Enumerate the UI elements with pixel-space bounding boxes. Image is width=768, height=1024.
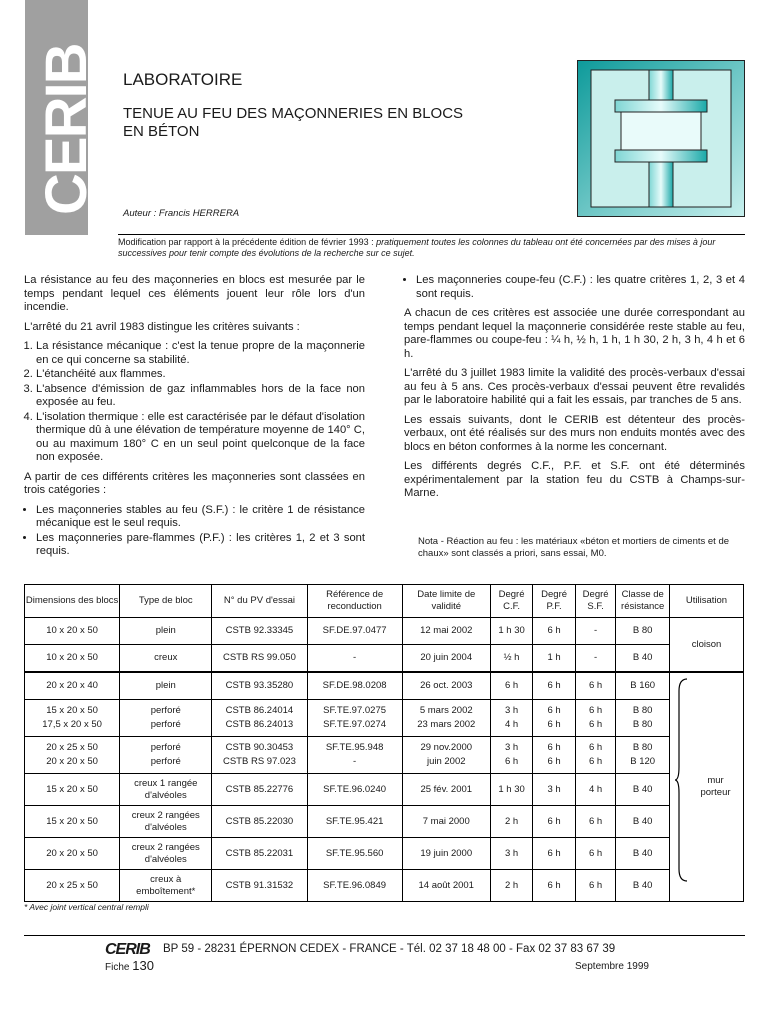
publication-date: Septembre 1999 (575, 961, 649, 972)
table-cell: 20 x 25 x 50 (25, 870, 120, 902)
table-cell: B 160 (616, 672, 670, 700)
table-cell: 20 juin 2004 (402, 645, 490, 673)
table-cell: 3 h (490, 737, 533, 756)
table-cell: 10 x 20 x 50 (25, 645, 120, 673)
table-cell: SF.TE.95.560 (307, 838, 402, 870)
table-cell: 12 mai 2002 (402, 618, 490, 645)
duration-paragraph: A chacun de ces critères est associée une durée correspondant au temps pendant lequel la maçonnerie considérée reste stable au feu, pare-flammes ou coupe-feu : ¼ h, ½ h, 1 h, 1 h 30, 2 h, 3 h, 4 h et 6 h. (404, 307, 745, 360)
col-header: Date limite de validité (402, 585, 490, 618)
fiche-number (105, 958, 154, 973)
table-cell: 3 h (490, 838, 533, 870)
table-cell: 2 h (490, 806, 533, 838)
table-cell: B 40 (616, 838, 670, 870)
col-header: Degré S.F. (575, 585, 616, 618)
table-cell: 29 nov.2000 (402, 737, 490, 756)
results-table (24, 584, 744, 902)
table-cell: 15 x 20 x 50 (25, 806, 120, 838)
classification-paragraph: A partir de ces différents critères les maçonneries sont classées en trois catégories : (24, 470, 365, 496)
table-row (25, 774, 744, 806)
table-footnote: * Avec joint vertical central rempli (24, 902, 149, 912)
table-cell: SF.DE.97.0477 (307, 618, 402, 645)
table-cell: CSTB 92.33345 (212, 618, 307, 645)
table-cell: 1 h 30 (490, 774, 533, 806)
category-item: • Les maçonneries coupe-feu (C.F.) : les quatre critères 1, 2, 3 et 4 sont requis. (416, 274, 745, 301)
category-item: • Les maçonneries stables au feu (S.F.) : le critère 1 de résistance mécanique est le seul requis. (36, 504, 365, 531)
table-cell: 14 août 2001 (402, 870, 490, 902)
usage-cloison: cloison (670, 618, 744, 673)
decree-paragraph: L'arrêté du 21 avril 1983 distingue les critères suivants : (24, 320, 300, 333)
table-cell: 3 h (533, 774, 576, 806)
table-cell: 15 x 20 x 50 (25, 774, 120, 806)
table-cell: 6 h (533, 838, 576, 870)
table-cell: CSTB 85.22030 (212, 806, 307, 838)
table-cell: SF.TE.95.421 (307, 806, 402, 838)
col-header: Dimensions des blocs (25, 585, 120, 618)
table-cell: B 120 (616, 755, 670, 774)
table-header-row (25, 585, 744, 618)
table-cell: - (307, 755, 402, 774)
table-cell: 6 h (575, 806, 616, 838)
revision-note (118, 237, 748, 259)
table-cell: 26 oct. 2003 (402, 672, 490, 700)
table-cell: B 80 (616, 700, 670, 719)
validity-paragraph: L'arrêté du 3 juillet 1983 limite la validité des procès-verbaux d'essai au feu à 5 ans. Ces procès-verbaux d'essai peuvent être revalidés par le laboratoire habilité qui a fait les essais, par tranches de 5 ans. (404, 367, 745, 406)
table-cell: 6 h (575, 700, 616, 719)
table-cell: CSTB 93.35280 (212, 672, 307, 700)
table-cell: juin 2002 (402, 755, 490, 774)
table-cell: CSTB 90.30453 (212, 737, 307, 756)
table-cell: 6 h (575, 755, 616, 774)
tests-paragraph: Les essais suivants, dont le CERIB est détenteur des procès-verbaux, ont été réalisés sur des murs non enduits montés avec des blocs en béton conformes à la norme les concernant. (404, 413, 745, 453)
table-cell: - (575, 618, 616, 645)
table-cell: 10 x 20 x 50 (25, 618, 120, 645)
table-cell: creux 1 rangée d'alvéoles (120, 774, 212, 806)
table-cell: - (307, 645, 402, 673)
table-cell: perforé (120, 700, 212, 719)
title-line-1: TENUE AU FEU DES MAÇONNERIES EN BLOCS (123, 105, 464, 122)
table-row (25, 870, 744, 902)
table-cell: 5 mars 2002 (402, 700, 490, 719)
criteria-list (24, 340, 365, 465)
criterion-item: 1. La résistance mécanique : c'est la tenue propre de la maçonnerie en ce qui concerne sa stabilité. (36, 340, 365, 367)
cerib-logo: CERIB (34, 44, 99, 215)
footer-address: BP 59 - 28231 ÉPERNON CEDEX - FRANCE - Tél. 02 37 18 48 00 - Fax 02 37 83 67 39 (163, 943, 616, 955)
fiche-label: Fiche (105, 962, 130, 973)
table-cell: CSTB RS 97.023 (212, 755, 307, 774)
category-list (24, 504, 365, 559)
table-cell: 6 h (575, 838, 616, 870)
usage-mur-label: mur porteur (700, 775, 731, 798)
criterion-item: 2. L'étanchéité aux flammes. (36, 368, 365, 382)
wall-test-illustration (577, 60, 745, 217)
table-cell: plein (120, 672, 212, 700)
category-label: LABORATOIRE (123, 70, 243, 89)
col-header: Degré P.F. (533, 585, 576, 618)
criterion-item: 3. L'absence d'émission de gaz inflammables hors de la face non exposée au feu. (36, 383, 365, 410)
table-cell: 15 x 20 x 50 (25, 700, 120, 719)
table-cell: SF.TE.96.0849 (307, 870, 402, 902)
table-cell: perforé (120, 718, 212, 737)
table-cell: CSTB 85.22776 (212, 774, 307, 806)
table-cell: 20 x 20 x 50 (25, 838, 120, 870)
table-cell: creux à emboîtement* (120, 870, 212, 902)
table-cell: 4 h (575, 774, 616, 806)
author: Auteur : Francis HERRERA (123, 208, 240, 219)
table-cell: - (575, 645, 616, 673)
table-cell: SF.DE.98.0208 (307, 672, 402, 700)
table-cell: 4 h (490, 718, 533, 737)
table-cell: 23 mars 2002 (402, 718, 490, 737)
col-header: Type de bloc (120, 585, 212, 618)
col-header: Référence de reconduction (307, 585, 402, 618)
table-cell: CSTB 86.24013 (212, 718, 307, 737)
table-row (25, 618, 744, 645)
table-cell: B 80 (616, 718, 670, 737)
table-cell: plein (120, 618, 212, 645)
criterion-item: 4. L'isolation thermique : elle est caractérisée par le défaut d'isolation thermique dû à une élévation de température moyenne de 140° C, ou au maximum 180° C en un seul point quelconque de la face non exposée. (36, 411, 365, 465)
table-cell: 6 h (575, 672, 616, 700)
sidebar-brand-band (25, 0, 99, 235)
table-cell: 17,5 x 20 x 50 (25, 718, 120, 737)
table-cell: 25 fév. 2001 (402, 774, 490, 806)
header-rule (118, 234, 745, 235)
table-cell: SF.TE.96.0240 (307, 774, 402, 806)
table-cell: B 40 (616, 645, 670, 673)
table-row (25, 838, 744, 870)
brace-mark (675, 677, 689, 883)
table-cell: creux 2 rangées d'alvéoles (120, 806, 212, 838)
table-cell: 6 h (490, 672, 533, 700)
table-cell: 1 h (533, 645, 576, 673)
table-cell: creux (120, 645, 212, 673)
table-cell: perforé (120, 755, 212, 774)
table-cell: 6 h (533, 806, 576, 838)
fiche-value: 130 (132, 958, 154, 973)
title-line-2: EN BÉTON (123, 123, 200, 140)
table-row (25, 718, 744, 737)
revision-note-detail: pratiquement toutes les colonnes du tableau ont été concernées par des mises à jour successives pour tenir compte des évolutions de la recherche sur ce sujet. (118, 237, 716, 258)
table-cell: 3 h (490, 700, 533, 719)
table-cell: CSTB RS 99.050 (212, 645, 307, 673)
table-row (25, 737, 744, 756)
table-cell: 6 h (533, 755, 576, 774)
table-cell: 19 juin 2000 (402, 838, 490, 870)
footer-logo: CERIB (105, 941, 150, 958)
table-cell: CSTB 85.22031 (212, 838, 307, 870)
intro-paragraph: La résistance au feu des maçonneries en blocs est mesurée par le temps pendant lequel ces éléments jouent leur rôle lors d'un incendie. (24, 274, 365, 313)
table-cell: B 40 (616, 806, 670, 838)
table-cell: 6 h (533, 737, 576, 756)
table-cell: 6 h (490, 755, 533, 774)
table-cell: creux 2 rangées d'alvéoles (120, 838, 212, 870)
revision-note-lead: Modification par rapport à la précédente édition de février 1993 : (118, 237, 377, 247)
table-cell: B 80 (616, 737, 670, 756)
page-title (123, 105, 523, 141)
left-column (24, 274, 365, 565)
fire-reaction-note: Nota - Réaction au feu : les matériaux «béton et mortiers de ciments et de chaux» sont classés a priori, sans essai, M0. (418, 536, 730, 559)
right-column (404, 274, 745, 507)
col-header: Utilisation (670, 585, 744, 618)
table-row (25, 700, 744, 719)
table-cell: B 40 (616, 870, 670, 902)
table-row (25, 645, 744, 673)
table-cell: B 80 (616, 618, 670, 645)
table-row (25, 672, 744, 700)
table-cell: perforé (120, 737, 212, 756)
table-cell: 1 h 30 (490, 618, 533, 645)
table-cell: 6 h (533, 618, 576, 645)
table-cell: 6 h (533, 718, 576, 737)
table-cell: SF.TE.97.0274 (307, 718, 402, 737)
col-header: N° du PV d'essai (212, 585, 307, 618)
cstb-paragraph: Les différents degrés C.F., P.F. et S.F. ont été déterminés expérimentalement par la station feu du CSTB à Champs-sur-Marne. (404, 460, 745, 499)
col-header: Degré C.F. (490, 585, 533, 618)
table-cell: 6 h (575, 718, 616, 737)
table-cell: 20 x 20 x 50 (25, 755, 120, 774)
table-cell: 6 h (533, 700, 576, 719)
table-cell: 6 h (533, 672, 576, 700)
col-header: Classe de résistance (616, 585, 670, 618)
table-cell: CSTB 91.31532 (212, 870, 307, 902)
category-item: • Les maçonneries pare-flammes (P.F.) : les critères 1, 2 et 3 sont requis. (36, 532, 365, 559)
table-cell: 7 mai 2000 (402, 806, 490, 838)
table-row (25, 755, 744, 774)
table-cell: SF.TE.95.948 (307, 737, 402, 756)
footer-rule (24, 935, 745, 936)
table-cell: 6 h (575, 870, 616, 902)
table-row (25, 806, 744, 838)
table-cell: 20 x 25 x 50 (25, 737, 120, 756)
category-list-continued (404, 274, 745, 301)
table-body (25, 618, 744, 902)
table-cell: SF.TE.97.0275 (307, 700, 402, 719)
table-cell: 2 h (490, 870, 533, 902)
table-cell: CSTB 86.24014 (212, 700, 307, 719)
table-cell: ½ h (490, 645, 533, 673)
table-cell: 6 h (533, 870, 576, 902)
table-cell: B 40 (616, 774, 670, 806)
table-cell: 6 h (575, 737, 616, 756)
table-cell: 20 x 20 x 40 (25, 672, 120, 700)
